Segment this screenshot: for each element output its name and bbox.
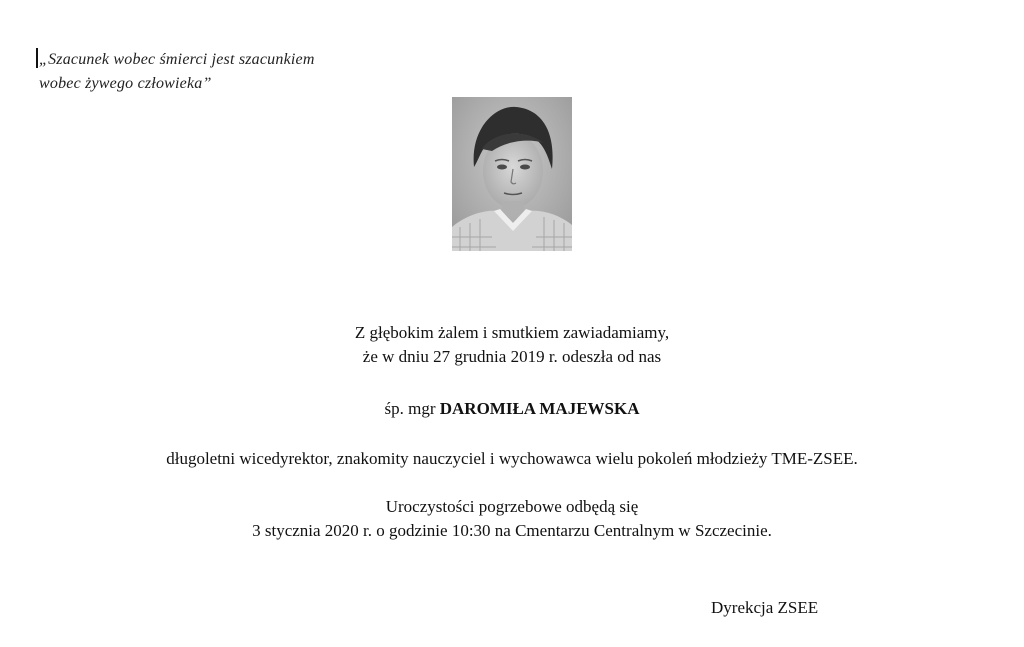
quote-line-1: „Szacunek wobec śmierci jest szacunkiem xyxy=(39,51,315,68)
signature: Dyrekcja ZSEE xyxy=(711,598,819,617)
text-cursor xyxy=(36,48,38,68)
portrait-photo xyxy=(452,97,572,251)
funeral-line-2: 3 stycznia 2020 r. o godzinie 10:30 na Cmentarzu Centralnym w Szczecinie. xyxy=(252,521,772,540)
role-line: długoletni wicedyrektor, znakomity nauczyciel i wychowawca wielu pokoleń młodzieży TME-ZSEE. xyxy=(166,449,858,468)
portrait-photo-icon xyxy=(452,97,572,251)
announcement-line-2: że w dniu 27 grudnia 2019 r. odeszła od nas xyxy=(362,347,662,366)
quote-line-2: wobec żywego człowieka” xyxy=(39,75,212,92)
deceased-prefix: śp. mgr xyxy=(384,399,440,418)
deceased-name: DAROMIŁA MAJEWSKA xyxy=(439,399,640,418)
announcement-line-1: Z głębokim żalem i smutkiem zawiadamiamy, xyxy=(354,323,670,342)
quote xyxy=(39,48,315,96)
deceased-name-line xyxy=(0,398,1024,420)
funeral-line-1: Uroczystości pogrzebowe odbędą się xyxy=(385,497,639,516)
